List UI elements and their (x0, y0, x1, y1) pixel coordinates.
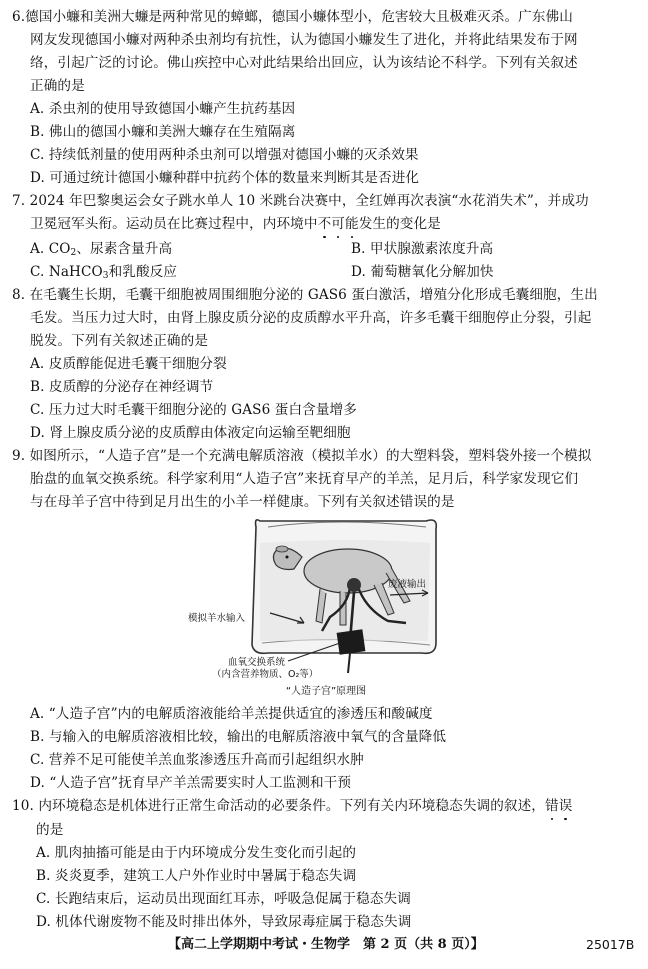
q9-stem-line-2: 胎盘的血氧交换系统。科学家利用“人造子宫”来抚育早产的羊羔，足月后，科学家发现它们 (30, 471, 579, 487)
q7-stem-line-2 (30, 213, 441, 235)
footer-code: 25017B (586, 937, 635, 952)
q6-stem-line-3: 络，引起广泛的讨论。佛山疾控中心对此结果给出回应，认为该结论不科学。下列有关叙述 (30, 55, 578, 71)
q7-option-b: B. 甲状腺激素浓度升高 (351, 241, 494, 257)
fluid-input-label: 模拟羊水输入 (188, 613, 246, 624)
waste-output-label: 废液输出 (388, 579, 427, 590)
q6-option-a: A. 杀虫剂的使用导致德国小蠊产生抗药基因 (30, 101, 296, 117)
q9-emphasis-char: 错 (399, 494, 414, 510)
q7-option-d: D. 葡萄糖氧化分解加快 (351, 264, 494, 280)
q10-stem-line-1 (12, 795, 572, 817)
q8-option-a: A. 皮质醇能促进毛囊干细胞分裂 (30, 356, 227, 372)
q6-option-b: B. 佛山的德国小蠊和美洲大蠊存在生殖隔离 (30, 124, 296, 140)
q9-option-a: A. “人造子宫”内的电解质溶液能给羊羔提供适宜的渗透压和酸碱度 (30, 706, 433, 722)
q9-stem-line-3-text: 与在母羊子宫中待到足月出生的小羊一样健康。下列有关叙述 (30, 494, 400, 510)
q6-option-c: C. 持续低剂量的使用两种杀虫剂可以增强对德国小蠊的灭杀效果 (30, 147, 419, 163)
q7-emphasis-char: 能 (345, 213, 359, 235)
q7-option-c-text: C. NaHCO (30, 264, 103, 280)
q7-option-c-subscript: 3 (102, 271, 109, 281)
q9-stem-line-3 (30, 491, 455, 513)
q10-stem-line-1-text: 10. 内环境稳态是机体进行正常生命活动的必要条件。下列有关内环境稳态失调的叙述， (12, 798, 546, 814)
q10-option-a: A. 肌肉抽搐可能是由于内环境成分发生变化而引起的 (36, 845, 357, 861)
exchange-system-label: 血氧交换系统 (228, 657, 286, 668)
page-footer (0, 934, 648, 958)
footer-title: 【高二上学期期中考试・生物学 第 2 页（共 8 页）】 (168, 937, 484, 952)
q8-stem-line-2: 毛发。当压力过大时，由肾上腺皮质分泌的皮质醇水平升高，许多毛囊干细胞停止分裂，引起 (30, 310, 592, 326)
q9-emphasis-char: 误 (413, 494, 428, 510)
q8-option-d: D. 肾上腺皮质分泌的皮质醇由体液定向运输至靶细胞 (30, 425, 351, 441)
q6-stem-line-1: 6.德国小蠊和美洲大蠊是两种常见的蟑螂，德国小蠊体型小，危害较大且极难灭杀。广东佛山 (12, 9, 573, 25)
q8-stem-line-3: 脱发。下列有关叙述正确的是 (30, 333, 209, 349)
exchange-system-sublabel: （内含营养物质、O₂等） (212, 669, 319, 680)
figure-caption: “人造子宫”原理图 (285, 686, 367, 697)
q7-stem-line-2-text: 卫冕冠军头衔。运动员在比赛过程中，内环境中 (30, 216, 318, 232)
q7-emphasis-char: 不 (318, 213, 332, 235)
q9-option-b: B. 与输入的电解质溶液相比较，输出的电解质溶液中氧气的含量降低 (30, 729, 447, 745)
q6-option-d: D. 可通过统计德国小蠊种群中抗药个体的数量来判断其是否进化 (30, 170, 420, 186)
q7-emphasis-char: 可 (331, 213, 345, 235)
q10-option-c: C. 长跑结束后，运动员出现面红耳赤，呼吸急促属于稳态失调 (36, 891, 411, 907)
q7-option-a-subscript: 2 (70, 248, 77, 258)
q7-option-a-tail: 、尿素含量升高 (76, 241, 173, 257)
q9-stem-line-3-tail: 的是 (427, 494, 455, 510)
q7-stem-line-1: 7. 2024 年巴黎奥运会女子跳水单人 10 米跳台决赛中，全红婵再次表演“水花消失术”，并成功 (12, 193, 589, 209)
artificial-womb-figure (190, 513, 462, 703)
q6-stem-line-2: 网友发现德国小蠊对两种杀虫剂均有抗性，认为德国小蠊发生了进化，并将此结果发布于网 (30, 32, 578, 48)
q8-option-b: B. 皮质醇的分泌存在神经调节 (30, 379, 214, 395)
q10-emphasis-char: 错 (545, 795, 559, 817)
q7-option-c-tail: 和乳酸反应 (108, 264, 178, 280)
q9-option-d: D. “人造子宫”抚育早产羊羔需要实时人工监测和干预 (30, 775, 352, 791)
q10-emphasis-char: 误 (559, 795, 573, 817)
q9-stem-line-1: 9. 如图所示，“人造子宫”是一个充满电解质溶液（模拟羊水）的大塑料袋，塑料袋外接一个模拟 (12, 448, 592, 464)
q10-option-d: D. 机体代谢废物不能及时排出体外，导致尿毒症属于稳态失调 (36, 914, 412, 930)
q8-option-c: C. 压力过大时毛囊干细胞分泌的 GAS6 蛋白含量增多 (30, 402, 357, 418)
q8-stem-line-1: 8. 在毛囊生长期，毛囊干细胞被周围细胞分泌的 GAS6 蛋白激活，增殖分化形成毛囊细胞，生出 (12, 287, 598, 303)
oxygen-exchange-box (337, 629, 366, 654)
q7-stem-line-2-tail: 发生的变化是 (358, 216, 441, 232)
q6-stem-line-4: 正确的是 (30, 78, 85, 94)
q7-option-a-text: A. CO (30, 241, 71, 257)
q10-stem-line-2: 的是 (36, 822, 64, 838)
q9-option-c: C. 营养不足可能使羊羔血浆渗透压升高而引起组织水肿 (30, 752, 364, 768)
q10-option-b: B. 炎炎夏季，建筑工人户外作业时中暑属于稳态失调 (36, 868, 357, 884)
